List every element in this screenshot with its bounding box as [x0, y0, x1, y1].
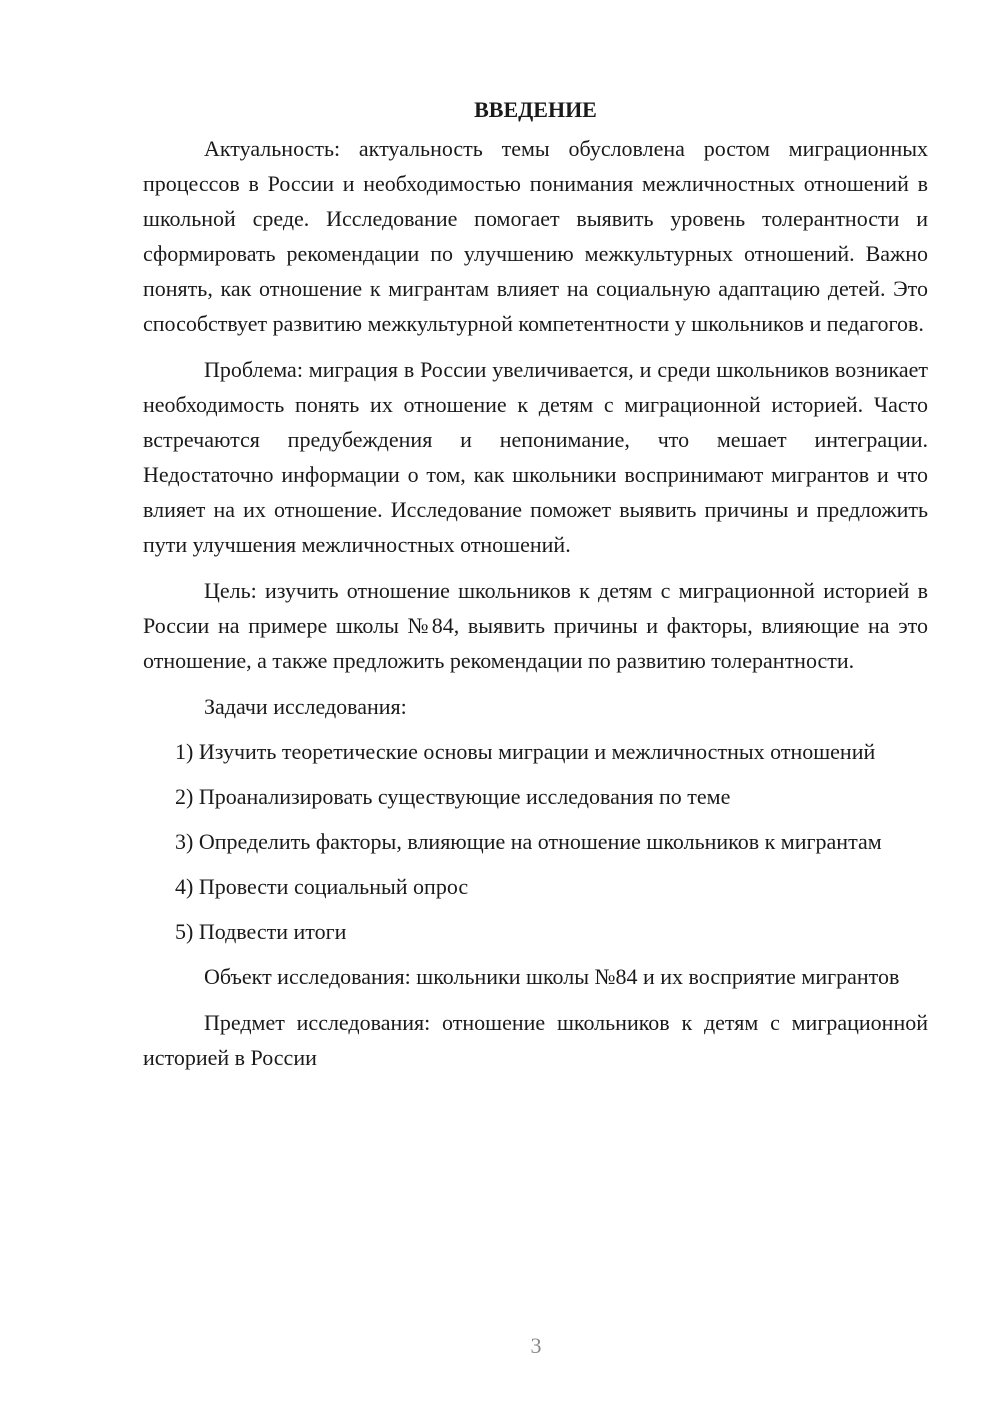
- task-item-4: 4) Провести социальный опрос: [175, 874, 469, 899]
- task-item-2: 2) Проанализировать существующие исследования по теме: [175, 784, 731, 809]
- tasks-heading: Задачи исследования:: [204, 694, 407, 719]
- task-item-1: 1) Изучить теоретические основы миграции и межличностных отношений: [175, 739, 876, 764]
- task-item-5: 5) Подвести итоги: [175, 919, 347, 944]
- subject-paragraph: Предмет исследования: отношение школьников к детям с миграционной историей в России: [143, 1010, 928, 1070]
- goal-paragraph: Цель: изучить отношение школьников к детям с миграционной историей в России на примере школы №84, выявить причины и факторы, влияющие на это отношение, а также предложить рекомендации по развитию толерантности.: [143, 578, 928, 673]
- page-title: ВВЕДЕНИЕ: [474, 97, 597, 122]
- problem-paragraph: Проблема: миграция в России увеличивается, и среди школьников возникает необходимость понять их отношение к детям с миграционной историей. Часто встречаются предубеждения и непонимание, что мешает интеграции. Недостаточно информации о том, как школьники воспринимают мигрантов и что влияет на их отношение. Исследование поможет выявить причины и предложить пути улучшения межличностных отношений.: [143, 357, 928, 557]
- document-page: [143, 92, 928, 1086]
- relevance-paragraph: Актуальность: актуальность темы обусловлена ростом миграционных процессов в России и необходимостью понимания межличностных отношений в школьной среде. Исследование помогает выявить уровень толерантности и сформировать рекомендации по улучшению межкультурных отношений. Важно понять, как отношение к мигрантам влияет на социальную адаптацию детей. Это способствует развитию межкультурной компетентности у школьников и педагогов.: [143, 136, 928, 336]
- object-paragraph: Объект исследования: школьники школы №84 и их восприятие мигрантов: [204, 964, 900, 989]
- page-number: 3: [530, 1333, 542, 1358]
- task-item-3: 3) Определить факторы, влияющие на отношение школьников к мигрантам: [175, 829, 882, 854]
